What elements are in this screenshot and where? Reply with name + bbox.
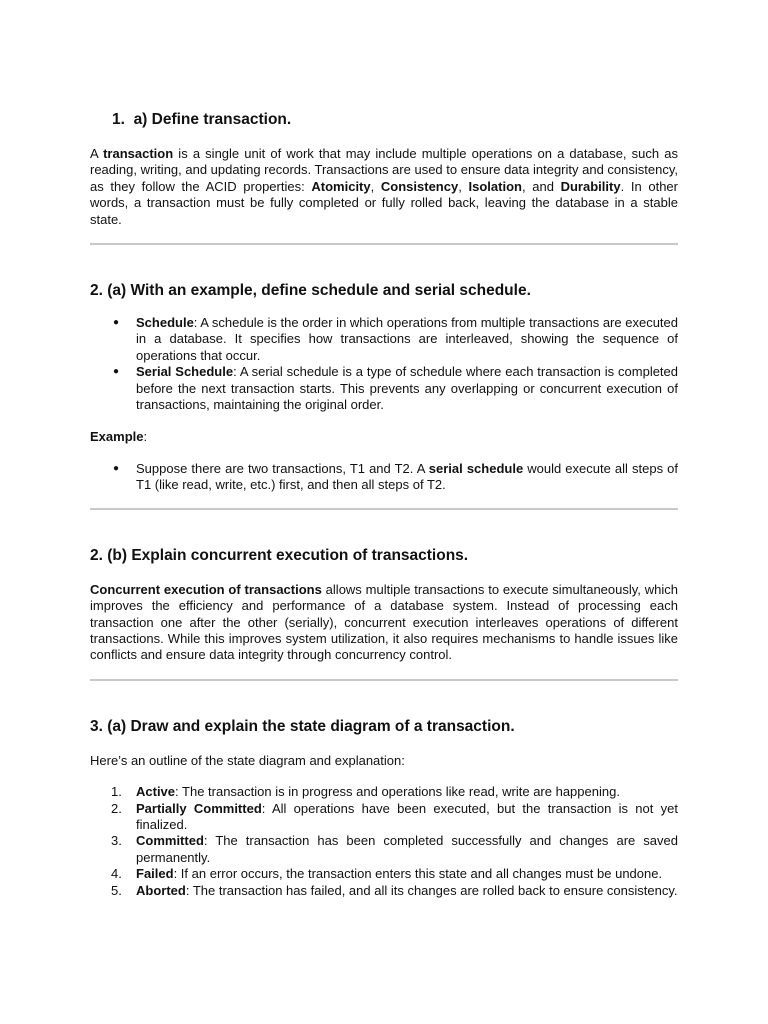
- q2b-heading: 2. (b) Explain concurrent execution of transactions.: [90, 546, 469, 564]
- example-text-b: would execute all steps of T1 (like read, write, etc.) first, and then all steps of T2.: [136, 460, 678, 493]
- example-text-a: Suppose there are two transactions, T1 and T2. A: [136, 460, 429, 476]
- document-content: [90, 0, 678, 899]
- state-description-partially-committed: : All operations have been executed, but the transaction is not yet finalized.: [136, 800, 678, 832]
- example-label: Example: [90, 429, 144, 445]
- list-item-state-aborted: [90, 883, 678, 899]
- q1-paragraph: [90, 146, 678, 228]
- state-number: 1.: [111, 784, 122, 800]
- state-description-active: : The transaction is in progress and operations like read, write are happening.: [175, 784, 620, 800]
- list-item-schedule: [90, 315, 678, 364]
- state-number: 5.: [111, 882, 122, 898]
- q1-heading: [90, 111, 678, 129]
- transaction-states-list: [90, 784, 678, 899]
- q2b-paragraph: [90, 582, 678, 664]
- q2b-text: allows multiple transactions to execute simultaneously, which improves the efficiency and performance of a database system. Instead of processing each transaction one after the other (serially), concurrent execution interleaves operations of different transactions. While this improves system utilization, it also requires mechanisms to handle issues like conflicts and ensure data integrity through concurrency control.: [90, 581, 678, 663]
- acid-durability: Durability: [560, 178, 621, 194]
- definition-serial-schedule: : A serial schedule is a type of schedule where each transaction is completed before the next transaction starts. This prevents any overlapping or concurrent execution of transactions, maintaining the original order.: [136, 364, 679, 413]
- list-item-state-partially-committed: [90, 801, 678, 834]
- q1-text-c: is a single unit of work that may include multiple operations on a database, such as reading, writing, and updating records. Transactions are used to ensure data integrity and consistency, as they follow the ACID properties:: [90, 146, 678, 194]
- section-divider-2: [90, 508, 678, 510]
- list-item-example: [90, 461, 678, 494]
- section-divider-1: [90, 243, 678, 245]
- q1-term-transaction: transaction: [103, 146, 174, 161]
- term-concurrent-execution: Concurrent execution of transactions: [90, 581, 322, 597]
- acid-atomicity: Atomicity: [311, 178, 371, 194]
- state-name-aborted: Aborted: [136, 882, 186, 898]
- acid-sep-1: ,: [370, 178, 381, 194]
- state-name-partially-committed: Partially Committed: [136, 800, 262, 816]
- state-number: 2.: [111, 800, 122, 816]
- list-item-state-committed: [90, 833, 678, 866]
- acid-isolation: Isolation: [468, 178, 522, 194]
- example-label-line: [90, 429, 678, 445]
- state-name-active: Active: [136, 784, 176, 800]
- acid-consistency: Consistency: [380, 178, 459, 194]
- state-name-committed: Committed: [136, 833, 204, 849]
- q1-heading-text: a) Define transaction.: [133, 111, 292, 128]
- example-term-serial-schedule: serial schedule: [428, 460, 524, 476]
- q1-text-end: . In other words, a transaction must be fully completed or fully rolled back, leaving the database in a stable state.: [90, 178, 678, 227]
- acid-sep-3: , and: [521, 178, 561, 194]
- list-item-state-failed: [90, 866, 678, 882]
- q3a-heading: 3. (a) Draw and explain the state diagram of a transaction.: [90, 717, 515, 735]
- q2a-definition-list: [90, 315, 678, 413]
- list-item-serial-schedule: [90, 364, 678, 413]
- q2a-heading: 2. (a) With an example, define schedule and serial schedule.: [90, 282, 531, 300]
- section-divider-3: [90, 679, 678, 681]
- state-description-failed: : If an error occurs, the transaction enters this state and all changes must be undone.: [173, 866, 663, 882]
- state-name-failed: Failed: [136, 866, 174, 882]
- definition-schedule: : A schedule is the order in which operations from multiple transactions are executed in a database. It specifies how transactions are interleaved, showing the sequence of operations that occur.: [136, 315, 678, 363]
- state-number: 4.: [111, 866, 122, 882]
- state-description-committed: : The transaction has been completed successfully and changes are saved permanently.: [136, 833, 678, 865]
- acid-sep-2: ,: [458, 178, 469, 194]
- state-description-aborted: : The transaction has failed, and all its changes are rolled back to ensure consistency.: [185, 882, 678, 898]
- example-colon: :: [143, 429, 148, 445]
- q2a-example-list: [90, 461, 678, 494]
- term-serial-schedule: Serial Schedule: [136, 364, 234, 380]
- q3a-intro: Here’s an outline of the state diagram and explanation:: [90, 752, 405, 768]
- list-item-state-active: [90, 784, 678, 800]
- state-number: 3.: [111, 833, 122, 849]
- q1-text-a: A: [90, 146, 104, 161]
- q1-heading-number: 1.: [112, 111, 125, 128]
- term-schedule: Schedule: [136, 315, 194, 331]
